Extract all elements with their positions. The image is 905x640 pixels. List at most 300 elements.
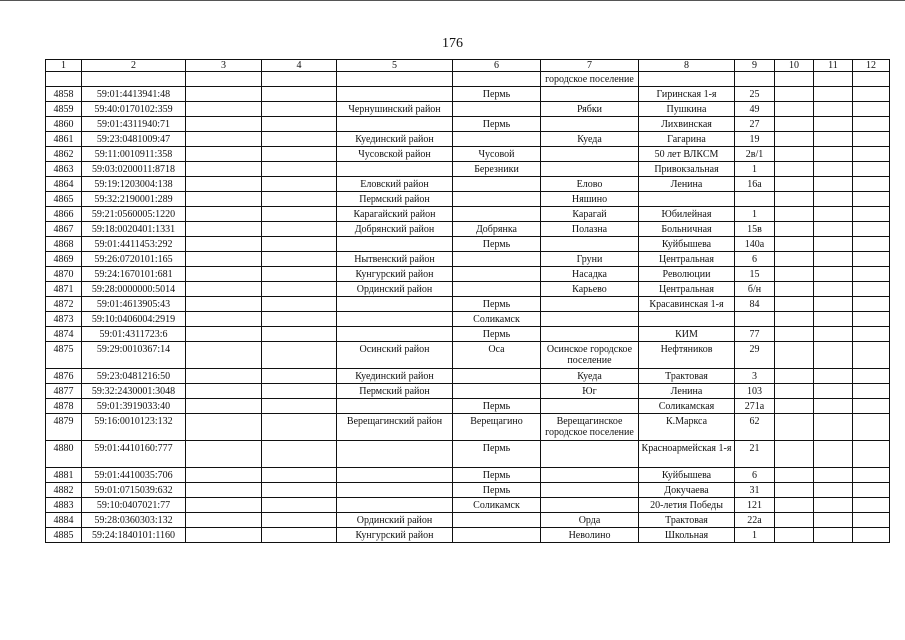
row-number-cell: 4877 xyxy=(46,384,82,399)
cadastral-number-cell: 59:01:4613905:43 xyxy=(82,297,186,312)
house-cell: 49 xyxy=(735,102,775,117)
cadastral-number-cell: 59:01:4410035:706 xyxy=(82,468,186,483)
row-number-cell: 4881 xyxy=(46,468,82,483)
district-cell xyxy=(337,498,453,513)
city-cell: Березники xyxy=(453,162,541,177)
col12-cell xyxy=(853,384,890,399)
col3-cell xyxy=(186,72,262,87)
cadastral-number-cell: 59:32:2430001:3048 xyxy=(82,384,186,399)
row-number-cell xyxy=(46,72,82,87)
table-row xyxy=(46,312,890,327)
district-cell xyxy=(337,237,453,252)
column-number-row xyxy=(46,60,890,72)
street-cell: Куйбышева xyxy=(639,468,735,483)
col3-cell xyxy=(186,177,262,192)
settlement-cell xyxy=(541,87,639,102)
district-cell xyxy=(337,327,453,342)
col3-cell xyxy=(186,237,262,252)
col3-cell xyxy=(186,528,262,543)
col10-cell xyxy=(775,162,814,177)
cadastral-number-cell: 59:28:0360303:132 xyxy=(82,513,186,528)
col11-cell xyxy=(814,117,853,132)
city-cell xyxy=(453,267,541,282)
col12-cell xyxy=(853,369,890,384)
col11-cell xyxy=(814,399,853,414)
city-cell xyxy=(453,513,541,528)
row-number-cell: 4882 xyxy=(46,483,82,498)
table-row xyxy=(46,102,890,117)
col12-cell xyxy=(853,513,890,528)
col11-cell xyxy=(814,483,853,498)
cadastral-number-cell: 59:19:1203004:138 xyxy=(82,177,186,192)
row-number-cell: 4885 xyxy=(46,528,82,543)
col12-cell xyxy=(853,117,890,132)
city-cell xyxy=(453,102,541,117)
city-cell: Пермь xyxy=(453,117,541,132)
row-number-cell: 4864 xyxy=(46,177,82,192)
col10-cell xyxy=(775,177,814,192)
column-header: 11 xyxy=(814,60,853,72)
col11-cell xyxy=(814,207,853,222)
street-cell: Ленина xyxy=(639,177,735,192)
col11-cell xyxy=(814,192,853,207)
house-cell: 1 xyxy=(735,162,775,177)
col11-cell xyxy=(814,237,853,252)
col11-cell xyxy=(814,297,853,312)
city-cell: Пермь xyxy=(453,297,541,312)
col4-cell xyxy=(262,132,337,147)
row-number-cell: 4859 xyxy=(46,102,82,117)
cadastral-number-cell: 59:01:4411453:292 xyxy=(82,237,186,252)
col4-cell xyxy=(262,513,337,528)
street-cell: Трактовая xyxy=(639,513,735,528)
col11-cell xyxy=(814,87,853,102)
table-row xyxy=(46,147,890,162)
street-cell xyxy=(639,72,735,87)
col10-cell xyxy=(775,222,814,237)
col11-cell xyxy=(814,498,853,513)
col12-cell xyxy=(853,399,890,414)
col3-cell xyxy=(186,384,262,399)
table-row xyxy=(46,327,890,342)
street-cell: Центральная xyxy=(639,252,735,267)
col3-cell xyxy=(186,441,262,468)
col10-cell xyxy=(775,483,814,498)
column-header: 3 xyxy=(186,60,262,72)
table-row xyxy=(46,87,890,102)
district-cell: Верещагинский район xyxy=(337,414,453,441)
district-cell: Добрянский район xyxy=(337,222,453,237)
col3-cell xyxy=(186,327,262,342)
street-cell: К.Маркса xyxy=(639,414,735,441)
district-cell: Еловский район xyxy=(337,177,453,192)
house-cell: 140а xyxy=(735,237,775,252)
col4-cell xyxy=(262,297,337,312)
district-cell: Чусовской район xyxy=(337,147,453,162)
district-cell: Чернушинский район xyxy=(337,102,453,117)
house-cell: 16а xyxy=(735,177,775,192)
settlement-cell xyxy=(541,147,639,162)
col4-cell xyxy=(262,207,337,222)
street-cell: Докучаева xyxy=(639,483,735,498)
col3-cell xyxy=(186,267,262,282)
street-cell: Пушкина xyxy=(639,102,735,117)
col3-cell xyxy=(186,513,262,528)
col12-cell xyxy=(853,132,890,147)
row-number-cell: 4870 xyxy=(46,267,82,282)
col10-cell xyxy=(775,399,814,414)
cadastral-number-cell: 59:10:0407021:77 xyxy=(82,498,186,513)
table-row xyxy=(46,177,890,192)
col4-cell xyxy=(262,267,337,282)
col4-cell xyxy=(262,102,337,117)
row-number-cell: 4879 xyxy=(46,414,82,441)
column-header: 2 xyxy=(82,60,186,72)
city-cell xyxy=(453,528,541,543)
street-cell xyxy=(639,312,735,327)
col10-cell xyxy=(775,312,814,327)
col10-cell xyxy=(775,528,814,543)
col10-cell xyxy=(775,267,814,282)
cadastral-number-cell: 59:28:0000000:5014 xyxy=(82,282,186,297)
col4-cell xyxy=(262,222,337,237)
district-cell xyxy=(337,87,453,102)
table-row xyxy=(46,528,890,543)
col3-cell xyxy=(186,222,262,237)
col4-cell xyxy=(262,192,337,207)
col4-cell xyxy=(262,468,337,483)
district-cell: Куединский район xyxy=(337,132,453,147)
house-cell: 1 xyxy=(735,528,775,543)
house-cell: 2в/1 xyxy=(735,147,775,162)
col4-cell xyxy=(262,414,337,441)
col3-cell xyxy=(186,282,262,297)
house-cell: 25 xyxy=(735,87,775,102)
house-cell: 62 xyxy=(735,414,775,441)
house-cell: 3 xyxy=(735,369,775,384)
house-cell: 271а xyxy=(735,399,775,414)
street-cell: Юбилейная xyxy=(639,207,735,222)
house-cell: 1 xyxy=(735,207,775,222)
street-cell: 50 лет ВЛКСМ xyxy=(639,147,735,162)
col4-cell xyxy=(262,162,337,177)
cadastral-number-cell: 59:01:4311723:6 xyxy=(82,327,186,342)
street-cell: Революции xyxy=(639,267,735,282)
row-number-cell: 4863 xyxy=(46,162,82,177)
col12-cell xyxy=(853,312,890,327)
house-cell: 103 xyxy=(735,384,775,399)
settlement-cell: Груни xyxy=(541,252,639,267)
cadastral-number-cell: 59:01:4413941:48 xyxy=(82,87,186,102)
col11-cell xyxy=(814,342,853,369)
col12-cell xyxy=(853,483,890,498)
col4-cell xyxy=(262,87,337,102)
district-cell: Карагайский район xyxy=(337,207,453,222)
column-header: 10 xyxy=(775,60,814,72)
district-cell xyxy=(337,297,453,312)
col4-cell xyxy=(262,483,337,498)
col12-cell xyxy=(853,252,890,267)
col3-cell xyxy=(186,132,262,147)
district-cell xyxy=(337,72,453,87)
district-cell xyxy=(337,399,453,414)
col12-cell xyxy=(853,468,890,483)
street-cell: Нефтяников xyxy=(639,342,735,369)
cadastral-number-cell xyxy=(82,72,186,87)
settlement-cell xyxy=(541,117,639,132)
settlement-cell: Куеда xyxy=(541,132,639,147)
city-cell xyxy=(453,72,541,87)
col12-cell xyxy=(853,441,890,468)
house-cell: 6 xyxy=(735,252,775,267)
col11-cell xyxy=(814,72,853,87)
col4-cell xyxy=(262,312,337,327)
col12-cell xyxy=(853,267,890,282)
district-cell xyxy=(337,312,453,327)
street-cell: Ленина xyxy=(639,384,735,399)
col4-cell xyxy=(262,498,337,513)
col10-cell xyxy=(775,132,814,147)
col10-cell xyxy=(775,498,814,513)
district-cell: Ординский район xyxy=(337,513,453,528)
col12-cell xyxy=(853,498,890,513)
col11-cell xyxy=(814,414,853,441)
city-cell: Соликамск xyxy=(453,498,541,513)
col11-cell xyxy=(814,162,853,177)
table-row xyxy=(46,252,890,267)
row-number-cell: 4871 xyxy=(46,282,82,297)
district-cell: Кунгурский район xyxy=(337,267,453,282)
col4-cell xyxy=(262,399,337,414)
table-row xyxy=(46,297,890,312)
row-number-cell: 4860 xyxy=(46,117,82,132)
col4-cell xyxy=(262,342,337,369)
col11-cell xyxy=(814,267,853,282)
col12-cell xyxy=(853,87,890,102)
table-row xyxy=(46,222,890,237)
col11-cell xyxy=(814,468,853,483)
col4-cell xyxy=(262,441,337,468)
col3-cell xyxy=(186,162,262,177)
city-cell: Пермь xyxy=(453,441,541,468)
row-number-cell: 4872 xyxy=(46,297,82,312)
col3-cell xyxy=(186,498,262,513)
table-row xyxy=(46,267,890,282)
cadastral-number-cell: 59:32:2190001:289 xyxy=(82,192,186,207)
register-body xyxy=(46,72,890,543)
col3-cell xyxy=(186,483,262,498)
cadastral-number-cell: 59:01:3919033:40 xyxy=(82,399,186,414)
street-cell: Гагарина xyxy=(639,132,735,147)
city-cell: Пермь xyxy=(453,468,541,483)
page-number: 176 xyxy=(442,36,463,51)
house-cell: 22а xyxy=(735,513,775,528)
col11-cell xyxy=(814,312,853,327)
city-cell: Чусовой xyxy=(453,147,541,162)
col10-cell xyxy=(775,117,814,132)
col10-cell xyxy=(775,102,814,117)
col4-cell xyxy=(262,147,337,162)
cadastral-number-cell: 59:01:4410160:777 xyxy=(82,441,186,468)
district-cell: Пермский район xyxy=(337,384,453,399)
col12-cell xyxy=(853,147,890,162)
col12-cell xyxy=(853,177,890,192)
row-number-cell: 4861 xyxy=(46,132,82,147)
col12-cell xyxy=(853,414,890,441)
district-cell xyxy=(337,162,453,177)
district-cell xyxy=(337,441,453,468)
settlement-cell: Карагай xyxy=(541,207,639,222)
house-cell xyxy=(735,312,775,327)
table-row xyxy=(46,237,890,252)
city-cell: Пермь xyxy=(453,483,541,498)
table-row xyxy=(46,483,890,498)
city-cell xyxy=(453,192,541,207)
city-cell: Пермь xyxy=(453,327,541,342)
street-cell: 20-летия Победы xyxy=(639,498,735,513)
street-cell: Красноармейская 1-я xyxy=(639,441,735,468)
street-cell: Центральная xyxy=(639,282,735,297)
col12-cell xyxy=(853,192,890,207)
city-cell: Пермь xyxy=(453,399,541,414)
city-cell xyxy=(453,207,541,222)
cadastral-number-cell: 59:10:0406004:2919 xyxy=(82,312,186,327)
column-header: 1 xyxy=(46,60,82,72)
settlement-cell: городское поселение xyxy=(541,72,639,87)
col3-cell xyxy=(186,147,262,162)
col4-cell xyxy=(262,237,337,252)
district-cell xyxy=(337,468,453,483)
street-cell: Трактовая xyxy=(639,369,735,384)
settlement-cell: Полазна xyxy=(541,222,639,237)
settlement-cell xyxy=(541,327,639,342)
col3-cell xyxy=(186,342,262,369)
house-cell: 15 xyxy=(735,267,775,282)
settlement-cell xyxy=(541,498,639,513)
col4-cell xyxy=(262,117,337,132)
settlement-cell xyxy=(541,312,639,327)
row-number-cell: 4883 xyxy=(46,498,82,513)
row-number-cell: 4868 xyxy=(46,237,82,252)
column-header: 12 xyxy=(853,60,890,72)
col3-cell xyxy=(186,207,262,222)
col12-cell xyxy=(853,72,890,87)
settlement-cell xyxy=(541,399,639,414)
table-row xyxy=(46,399,890,414)
col4-cell xyxy=(262,369,337,384)
col11-cell xyxy=(814,252,853,267)
settlement-cell: Рябки xyxy=(541,102,639,117)
col11-cell xyxy=(814,327,853,342)
settlement-cell: Карьево xyxy=(541,282,639,297)
settlement-cell: Куеда xyxy=(541,369,639,384)
city-cell: Пермь xyxy=(453,237,541,252)
col11-cell xyxy=(814,528,853,543)
table-row xyxy=(46,162,890,177)
street-cell: Гиринская 1-я xyxy=(639,87,735,102)
column-header: 4 xyxy=(262,60,337,72)
settlement-cell: Насадка xyxy=(541,267,639,282)
cadastral-number-cell: 59:16:0010123:132 xyxy=(82,414,186,441)
column-header: 8 xyxy=(639,60,735,72)
col11-cell xyxy=(814,441,853,468)
table-row xyxy=(46,441,890,468)
cadastral-number-cell: 59:23:0481216:50 xyxy=(82,369,186,384)
col3-cell xyxy=(186,312,262,327)
table-row xyxy=(46,342,890,369)
col4-cell xyxy=(262,282,337,297)
cadastral-number-cell: 59:24:1840101:1160 xyxy=(82,528,186,543)
col11-cell xyxy=(814,369,853,384)
col12-cell xyxy=(853,327,890,342)
col10-cell xyxy=(775,513,814,528)
street-cell: Школьная xyxy=(639,528,735,543)
col3-cell xyxy=(186,468,262,483)
col12-cell xyxy=(853,528,890,543)
table-row xyxy=(46,192,890,207)
street-cell: Красавинская 1-я xyxy=(639,297,735,312)
house-cell: 6 xyxy=(735,468,775,483)
settlement-cell: Осинское городское поселение xyxy=(541,342,639,369)
settlement-cell: Юг xyxy=(541,384,639,399)
table-row xyxy=(46,369,890,384)
cadastral-number-cell: 59:24:1670101:681 xyxy=(82,267,186,282)
col3-cell xyxy=(186,414,262,441)
col10-cell xyxy=(775,282,814,297)
col3-cell xyxy=(186,297,262,312)
col10-cell xyxy=(775,207,814,222)
street-cell: Куйбышева xyxy=(639,237,735,252)
col11-cell xyxy=(814,102,853,117)
cadastral-number-cell: 59:01:4311940:71 xyxy=(82,117,186,132)
row-number-cell: 4880 xyxy=(46,441,82,468)
district-cell: Осинский район xyxy=(337,342,453,369)
table-row xyxy=(46,513,890,528)
settlement-cell xyxy=(541,297,639,312)
city-cell xyxy=(453,369,541,384)
cadastral-number-cell: 59:18:0020401:1331 xyxy=(82,222,186,237)
row-number-cell: 4874 xyxy=(46,327,82,342)
col11-cell xyxy=(814,147,853,162)
column-header: 7 xyxy=(541,60,639,72)
house-cell: 27 xyxy=(735,117,775,132)
table-row xyxy=(46,498,890,513)
col12-cell xyxy=(853,282,890,297)
district-cell: Куединский район xyxy=(337,369,453,384)
street-cell: Привокзальная xyxy=(639,162,735,177)
street-cell: КИМ xyxy=(639,327,735,342)
street-cell: Больничная xyxy=(639,222,735,237)
row-number-cell: 4862 xyxy=(46,147,82,162)
settlement-cell: Орда xyxy=(541,513,639,528)
col10-cell xyxy=(775,147,814,162)
cadastral-number-cell: 59:11:0010911:358 xyxy=(82,147,186,162)
house-cell xyxy=(735,192,775,207)
column-header: 5 xyxy=(337,60,453,72)
col3-cell xyxy=(186,87,262,102)
col4-cell xyxy=(262,327,337,342)
row-number-cell: 4869 xyxy=(46,252,82,267)
col3-cell xyxy=(186,102,262,117)
row-number-cell: 4867 xyxy=(46,222,82,237)
col10-cell xyxy=(775,252,814,267)
settlement-cell xyxy=(541,162,639,177)
house-cell: 29 xyxy=(735,342,775,369)
col3-cell xyxy=(186,369,262,384)
settlement-cell xyxy=(541,468,639,483)
settlement-cell xyxy=(541,483,639,498)
col11-cell xyxy=(814,282,853,297)
